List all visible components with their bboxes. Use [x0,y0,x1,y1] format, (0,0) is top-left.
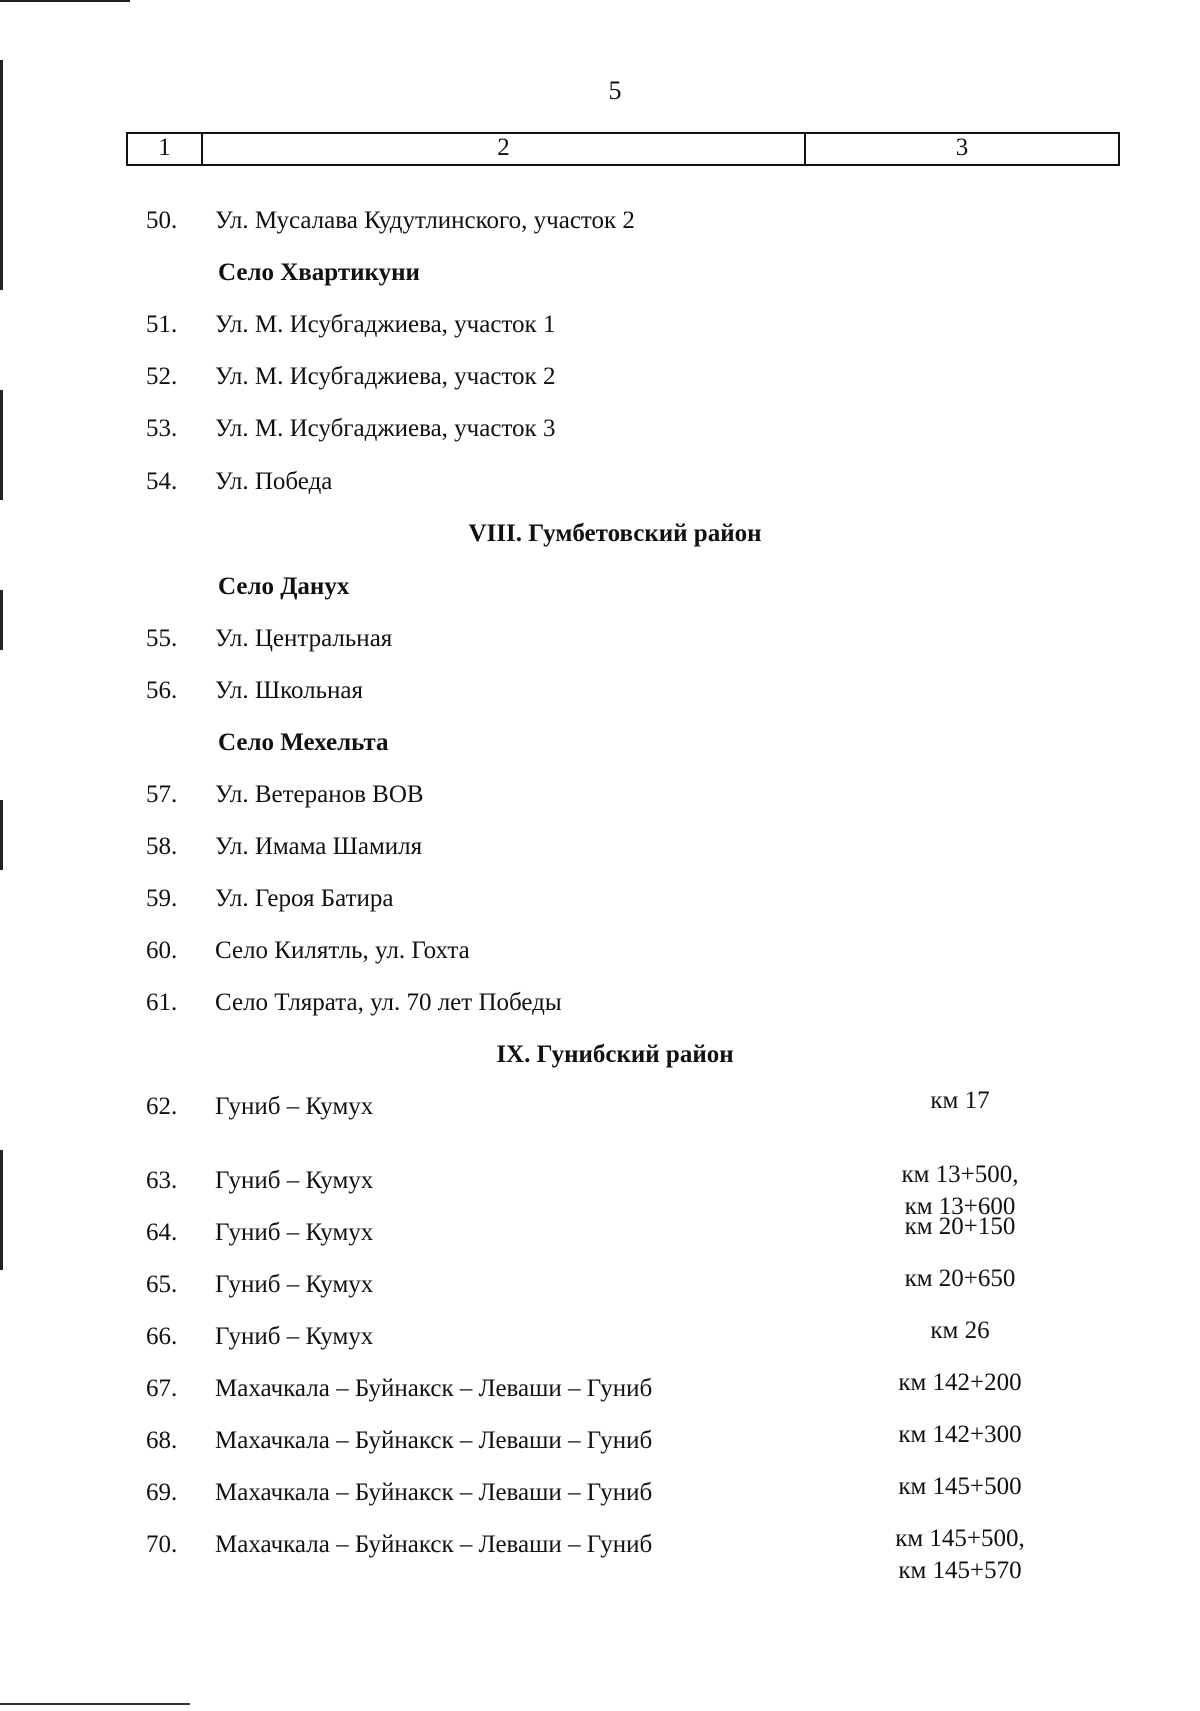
item-name: Ул. Победа [215,468,333,495]
scan-edge-artifact [0,1150,3,1270]
village-heading-text: Село Хвартикуни [218,259,420,286]
item-name: Ул. Героя Батира [215,885,394,912]
item-number: 69. [146,1479,178,1506]
item-name: Ул. Центральная [215,625,393,652]
item-number: 65. [146,1271,178,1298]
item-name: Село Тлярата, ул. 70 лет Победы [215,989,562,1016]
item-name: Ул. М. Исубгаджиева, участок 1 [215,311,556,338]
item-number: 54. [146,468,178,495]
item-number: 61. [146,989,178,1016]
column-header-1: 1 [128,134,203,164]
item-number: 64. [146,1219,178,1246]
column-header-table [126,132,1120,166]
item-name: Гуниб – Кумух [215,1219,374,1246]
item-number: 66. [146,1323,178,1350]
scan-edge-artifact [0,590,3,650]
item-km: км 20+150 [904,1213,1016,1240]
item-km: км 17 [930,1087,990,1114]
district-heading [0,1039,1200,1071]
item-name: Махачкала – Буйнакск – Леваши – Гуниб [215,1427,653,1454]
item-number: 58. [146,833,178,860]
scan-edge-artifact [0,390,3,500]
item-name: Ул. Школьная [215,677,363,704]
page-number: 5 [608,76,622,105]
item-km: км 13+500, км 13+600 [901,1161,1019,1220]
district-heading-text: IX. Гунибский район [496,1041,734,1068]
item-name: Ул. Имама Шамиля [215,833,423,860]
item-km: км 142+300 [898,1421,1022,1448]
item-number: 53. [146,415,178,442]
item-number: 68. [146,1427,178,1454]
district-heading [0,518,1200,550]
village-heading-text: Село Мехельта [218,729,389,756]
scan-edge-artifact [0,0,130,2]
item-km: км 145+500 [898,1473,1022,1500]
item-km: км 145+500, км 145+570 [895,1525,1025,1584]
item-number: 63. [146,1167,178,1194]
scan-edge-artifact [0,1703,190,1705]
item-name: Махачкала – Буйнакск – Леваши – Гуниб [215,1531,653,1558]
item-number: 59. [146,885,178,912]
item-number: 70. [146,1531,178,1558]
village-heading-text: Село Данух [218,573,350,600]
district-heading-text: VIII. Гумбетовский район [468,520,762,547]
item-number: 60. [146,937,178,964]
item-name: Гуниб – Кумух [215,1323,374,1350]
item-km: км 26 [930,1317,990,1344]
item-name: Ул. Мусалава Кудутлинского, участок 2 [215,207,635,234]
item-name: Гуниб – Кумух [215,1093,374,1120]
item-number: 55. [146,625,178,652]
item-name: Махачкала – Буйнакск – Леваши – Гуниб [215,1479,653,1506]
item-number: 62. [146,1093,178,1120]
item-number: 67. [146,1375,178,1402]
item-number: 52. [146,363,178,390]
item-km: км 20+650 [904,1265,1016,1292]
item-number: 57. [146,781,178,808]
item-name: Ул. М. Исубгаджиева, участок 3 [215,415,556,442]
column-header-3: 3 [955,134,969,161]
item-name: Гуниб – Кумух [215,1271,374,1298]
item-name: Ул. Ветеранов ВОВ [215,781,424,808]
item-name: Ул. М. Исубгаджиева, участок 2 [215,363,556,390]
item-number: 50. [146,207,178,234]
item-number: 56. [146,677,178,704]
scan-edge-artifact [0,800,3,870]
item-name: Село Килятль, ул. Гохта [215,937,470,964]
item-km: км 142+200 [898,1369,1022,1396]
item-name: Махачкала – Буйнакск – Леваши – Гуниб [215,1375,653,1402]
item-number: 51. [146,311,178,338]
column-header-2: 2 [203,134,806,164]
item-name: Гуниб – Кумух [215,1167,374,1194]
